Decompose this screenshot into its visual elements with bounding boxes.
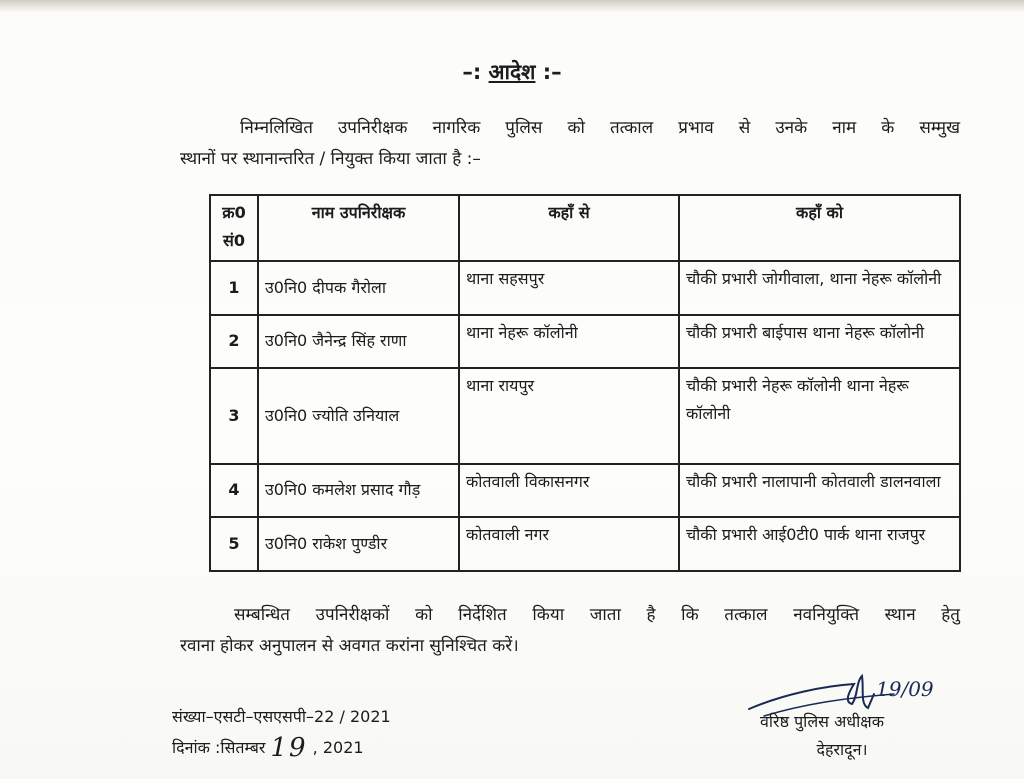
signatory-block: [760, 708, 884, 764]
signatory-designation: वरिष्ठ पुलिस अधीक्षक: [760, 712, 885, 731]
row-serial: 5: [210, 517, 258, 571]
intro-paragraph: [180, 113, 960, 175]
row-serial: 3: [210, 368, 258, 463]
row-name: उ0नि0 दीपक गैरोला: [258, 261, 459, 315]
signature-date: 19/09: [876, 677, 934, 701]
row-from: थाना सहसपुर: [459, 261, 679, 315]
reference-block: [172, 703, 391, 762]
intro-line-2: स्थानों पर स्थानान्तरित / नियुक्त किया जाता है :–: [180, 149, 481, 169]
row-to: चौकी प्रभारी बाईपास थाना नेहरू कॉलोनी: [679, 315, 960, 369]
table-row: [210, 368, 960, 463]
paper-top-edge: [0, 0, 1024, 12]
row-from: कोतवाली नगर: [459, 517, 679, 571]
order-heading: [0, 58, 1024, 86]
row-serial: 2: [210, 315, 258, 369]
date-label: दिनांक :सितम्बर: [172, 738, 266, 757]
reference-date: [172, 731, 391, 762]
row-to: चौकी प्रभारी नेहरू कॉलोनी थाना नेहरू कॉलोनी: [679, 368, 960, 463]
row-name: उ0नि0 कमलेश प्रसाद गौड़: [258, 464, 459, 518]
heading-title: आदेश: [488, 60, 536, 84]
date-day-handwritten: 19: [270, 733, 308, 763]
row-from: कोतवाली विकासनगर: [459, 464, 679, 518]
row-name: उ0नि0 राकेश पुण्डीर: [258, 517, 459, 571]
header-serial: [210, 195, 258, 261]
transfer-table: [209, 194, 961, 572]
table-row: [210, 464, 960, 518]
table-row: [210, 261, 960, 315]
intro-line-1: निम्नलिखित उपनिरीक्षक नागरिक पुलिस को तत्काल प्रभाव से उनके नाम के सम्मुख: [240, 118, 960, 138]
header-serial-line-2: सं0: [223, 231, 245, 250]
row-name: उ0नि0 जैनेन्द्र सिंह राणा: [258, 315, 459, 369]
table-row: [210, 315, 960, 369]
table-row: [210, 517, 960, 571]
row-to: चौकी प्रभारी नालापानी कोतवाली डालनवाला: [679, 464, 960, 518]
closing-line-2: रवाना होकर अनुपालन से अवगत करांना सुनिश्चित करें।: [180, 636, 519, 656]
closing-paragraph: [180, 600, 960, 662]
row-serial: 1: [210, 261, 258, 315]
row-serial: 4: [210, 464, 258, 518]
header-name: नाम उपनिरीक्षक: [258, 195, 459, 261]
header-to: कहाँ को: [679, 195, 960, 261]
heading-prefix: –:: [462, 60, 482, 84]
header-from: कहाँ से: [459, 195, 679, 261]
signatory-place: देहरादून।: [816, 740, 868, 759]
header-serial-line-1: क्र0: [222, 203, 246, 222]
reference-number: संख्या–एसटी–एसएसपी–22 / 2021: [172, 707, 391, 726]
row-to: चौकी प्रभारी जोगीवाला, थाना नेहरू कॉलोनी: [679, 261, 960, 315]
date-year: , 2021: [312, 738, 364, 757]
row-to: चौकी प्रभारी आई0टी0 पार्क थाना राजपुर: [679, 517, 960, 571]
heading-suffix: :–: [542, 60, 562, 84]
table-header-row: [210, 195, 960, 261]
row-name: उ0नि0 ज्योति उनियाल: [258, 368, 459, 463]
closing-line-1: सम्बन्धित उपनिरीक्षकों को निर्देशित किया जाता है कि तत्काल नवनियुक्ति स्थान हेतु: [234, 605, 960, 625]
row-from: थाना नेहरू कॉलोनी: [459, 315, 679, 369]
row-from: थाना रायपुर: [459, 368, 679, 463]
